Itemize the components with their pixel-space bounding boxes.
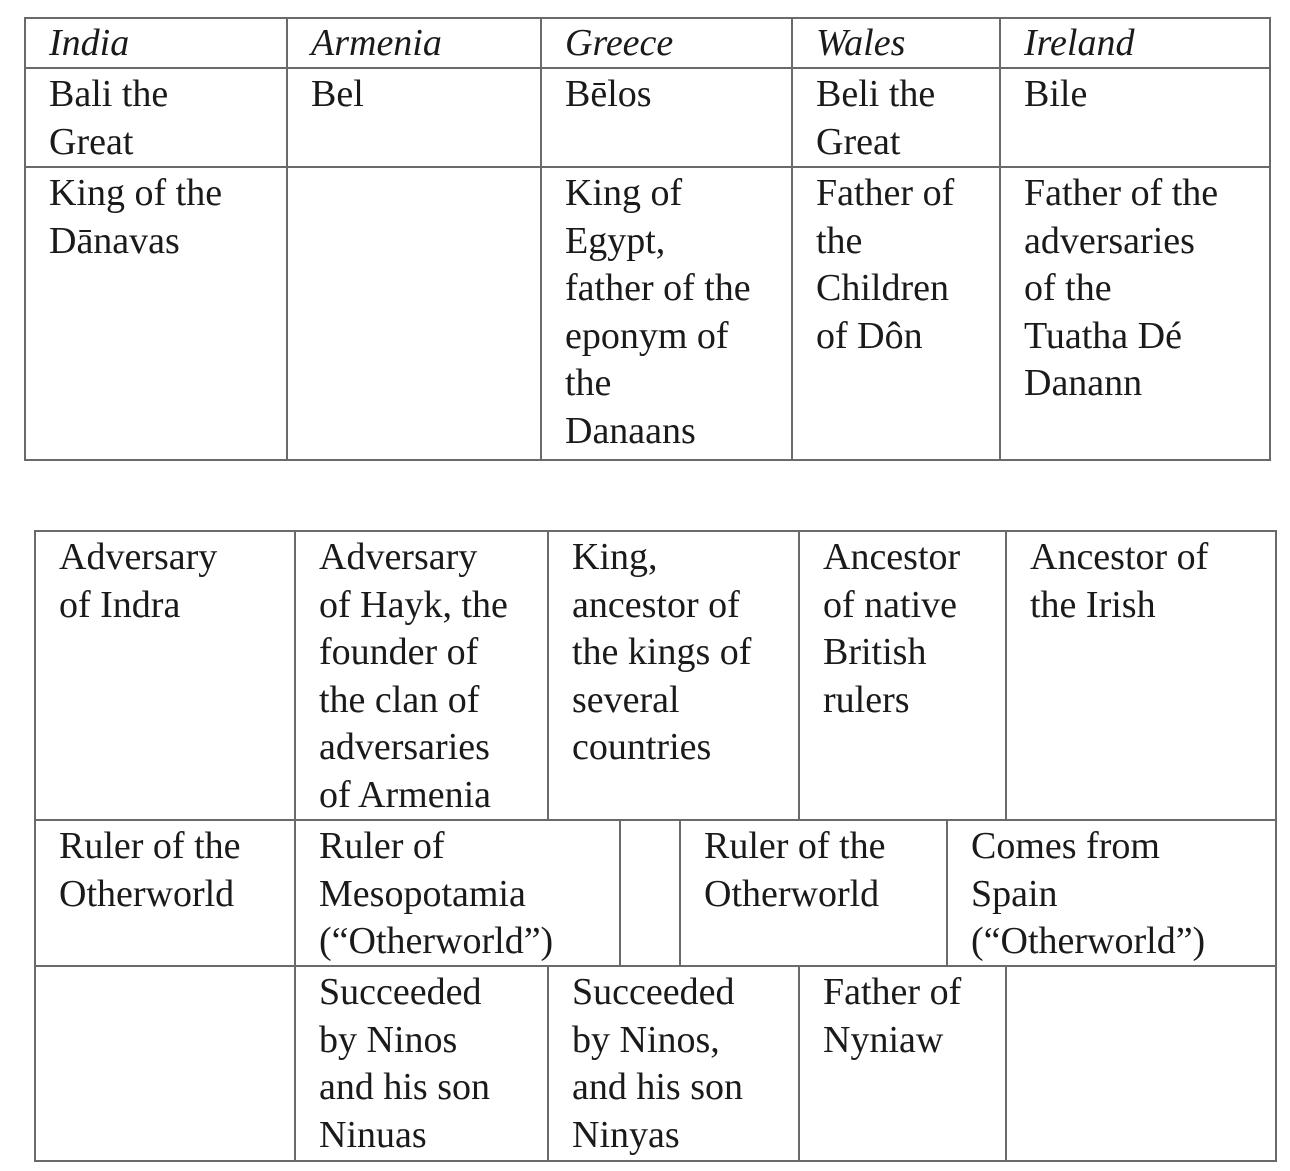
- table1-cell: Father of the Children of Dôn: [791, 166, 1001, 461]
- table2-cell: Father of Nyniaw: [798, 965, 1007, 1162]
- table2-cell: Adversary of Indra: [34, 530, 296, 821]
- table1-header-cell: Wales: [791, 17, 1001, 69]
- table2-cell: Adversary of Hayk, the founder of the clan of adversaries of Armenia: [294, 530, 549, 821]
- table2-cell: [1005, 965, 1277, 1162]
- table2-cell: Ancestor of native British rulers: [798, 530, 1007, 821]
- table2-cell: [619, 819, 681, 967]
- table1-cell: [286, 166, 542, 461]
- table1-cell: Bali the Great: [24, 67, 288, 168]
- table1-cell: Bile: [999, 67, 1271, 168]
- table2-cell: King, ancestor of the kings of several countries: [547, 530, 800, 821]
- table2-cell: Ancestor of the Irish: [1005, 530, 1277, 821]
- table1-cell: King of Egypt, father of the eponym of the Danaans: [540, 166, 793, 461]
- table2-cell: [34, 965, 296, 1162]
- table2-cell: Succeeded by Ninos and his son Ninuas: [294, 965, 549, 1162]
- table2-cell: Comes from Spain (“Otherworld”): [946, 819, 1277, 967]
- table1-header-cell: Greece: [540, 17, 793, 69]
- table2-cell: Ruler of Mesopotamia (“Otherworld”): [294, 819, 621, 967]
- table2-cell: Ruler of the Otherworld: [679, 819, 948, 967]
- table1-cell: Father of the adversaries of the Tuatha Dé Danann: [999, 166, 1271, 461]
- table1-cell: Bēlos: [540, 67, 793, 168]
- table2-cell: Ruler of the Otherworld: [34, 819, 296, 967]
- table1-cell: King of the Dānavas: [24, 166, 288, 461]
- table1-header-cell: Ireland: [999, 17, 1271, 69]
- table1-header-cell: India: [24, 17, 288, 69]
- table1-cell: Bel: [286, 67, 542, 168]
- table1-cell: Beli the Great: [791, 67, 1001, 168]
- table2-cell: Succeeded by Ninos, and his son Ninyas: [547, 965, 800, 1162]
- table1-header-cell: Armenia: [286, 17, 542, 69]
